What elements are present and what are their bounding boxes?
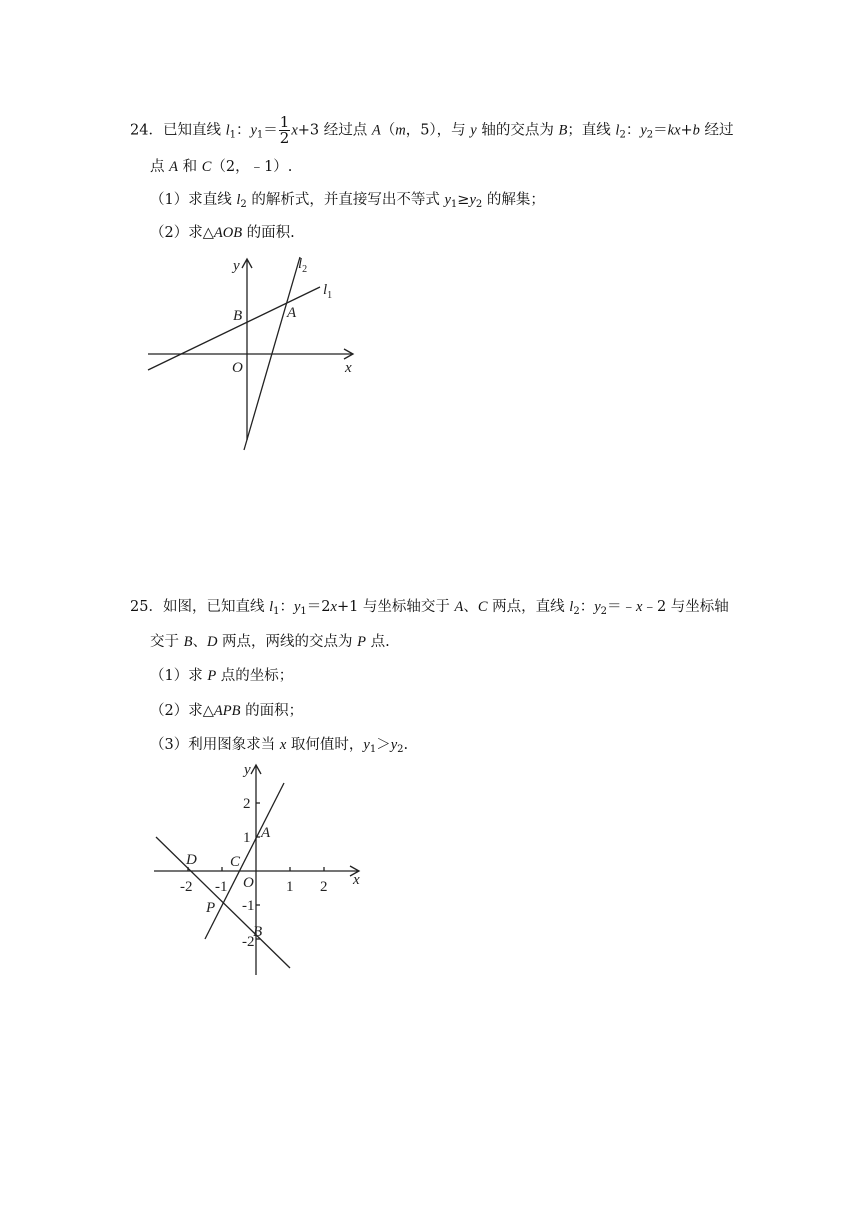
- q24-line-1: 24．已知直线 $l_1$：$y_1=$ $\frac{1}{2}$ x+3 经过点 A（m，5），与 y 轴的交点为 B；直线 $l_2$：$y_2=kx+b$ 经过: [130, 113, 734, 147]
- tick-label-x-neg1: -1: [215, 879, 228, 895]
- figure-24: [140, 250, 370, 460]
- fraction-one-half: $\frac{1}{2}$: [279, 113, 290, 147]
- tick-label-x-2: 2: [320, 879, 328, 895]
- l2-label: $l_2$: [298, 256, 308, 275]
- q24-line-2: 点 A 和 C（2，﹣1）.: [150, 159, 293, 175]
- figure-25: [140, 760, 380, 985]
- point-d-label: D: [186, 852, 197, 868]
- line-l2: [156, 837, 290, 968]
- point-b-label: B: [233, 308, 243, 324]
- q25-part-2: （2）求△APB 的面积；: [150, 703, 304, 719]
- q24-number: 24．: [130, 122, 163, 139]
- origin-label: O: [243, 875, 254, 891]
- tick-label-y-neg2: -2: [242, 934, 255, 950]
- y-axis-label: y: [244, 762, 251, 778]
- y-axis-label: y: [233, 258, 240, 274]
- tick-label-x-neg2: -2: [180, 879, 193, 895]
- x-axis-label: x: [345, 360, 352, 376]
- l1-label: $l_1$: [323, 282, 333, 301]
- point-a-label: A: [287, 305, 297, 321]
- q24-part-1: （1）求直线 $l_2$ 的解析式，并直接写出不等式 $y_1\ge y_2$ 的解集；: [150, 192, 545, 210]
- q25-part-3: （3）利用图象求当 x 取何值时，$y_1>y_2$.: [150, 737, 409, 755]
- point-p-label: P: [206, 900, 216, 916]
- origin-label: O: [232, 360, 243, 376]
- line-l1: [148, 287, 320, 370]
- q24-part-2: （2）求△AOB 的面积.: [150, 225, 295, 241]
- q25-number: 25．: [130, 599, 163, 615]
- x-axis-label: x: [353, 872, 360, 888]
- tick-label-x-1: 1: [286, 879, 294, 895]
- q25-line-1: 25．如图，已知直线 $l_1$：$y_1=2x+1$ 与坐标轴交于 A、C 两点，直线 $l_2$：$y_2=﹣x﹣2$ 与坐标轴: [130, 599, 729, 617]
- point-a-label: A: [261, 825, 271, 841]
- tick-label-y-2: 2: [243, 796, 251, 812]
- point-c-label: C: [230, 854, 241, 870]
- tick-label-y-1: 1: [243, 830, 251, 846]
- point-b-label: B: [253, 924, 263, 940]
- tick-label-y-neg1: -1: [242, 898, 255, 914]
- q25-line-2: 交于 B、D 两点，两线的交点为 P 点.: [150, 634, 390, 650]
- q25-part-1: （1）求 P 点的坐标；: [150, 668, 294, 684]
